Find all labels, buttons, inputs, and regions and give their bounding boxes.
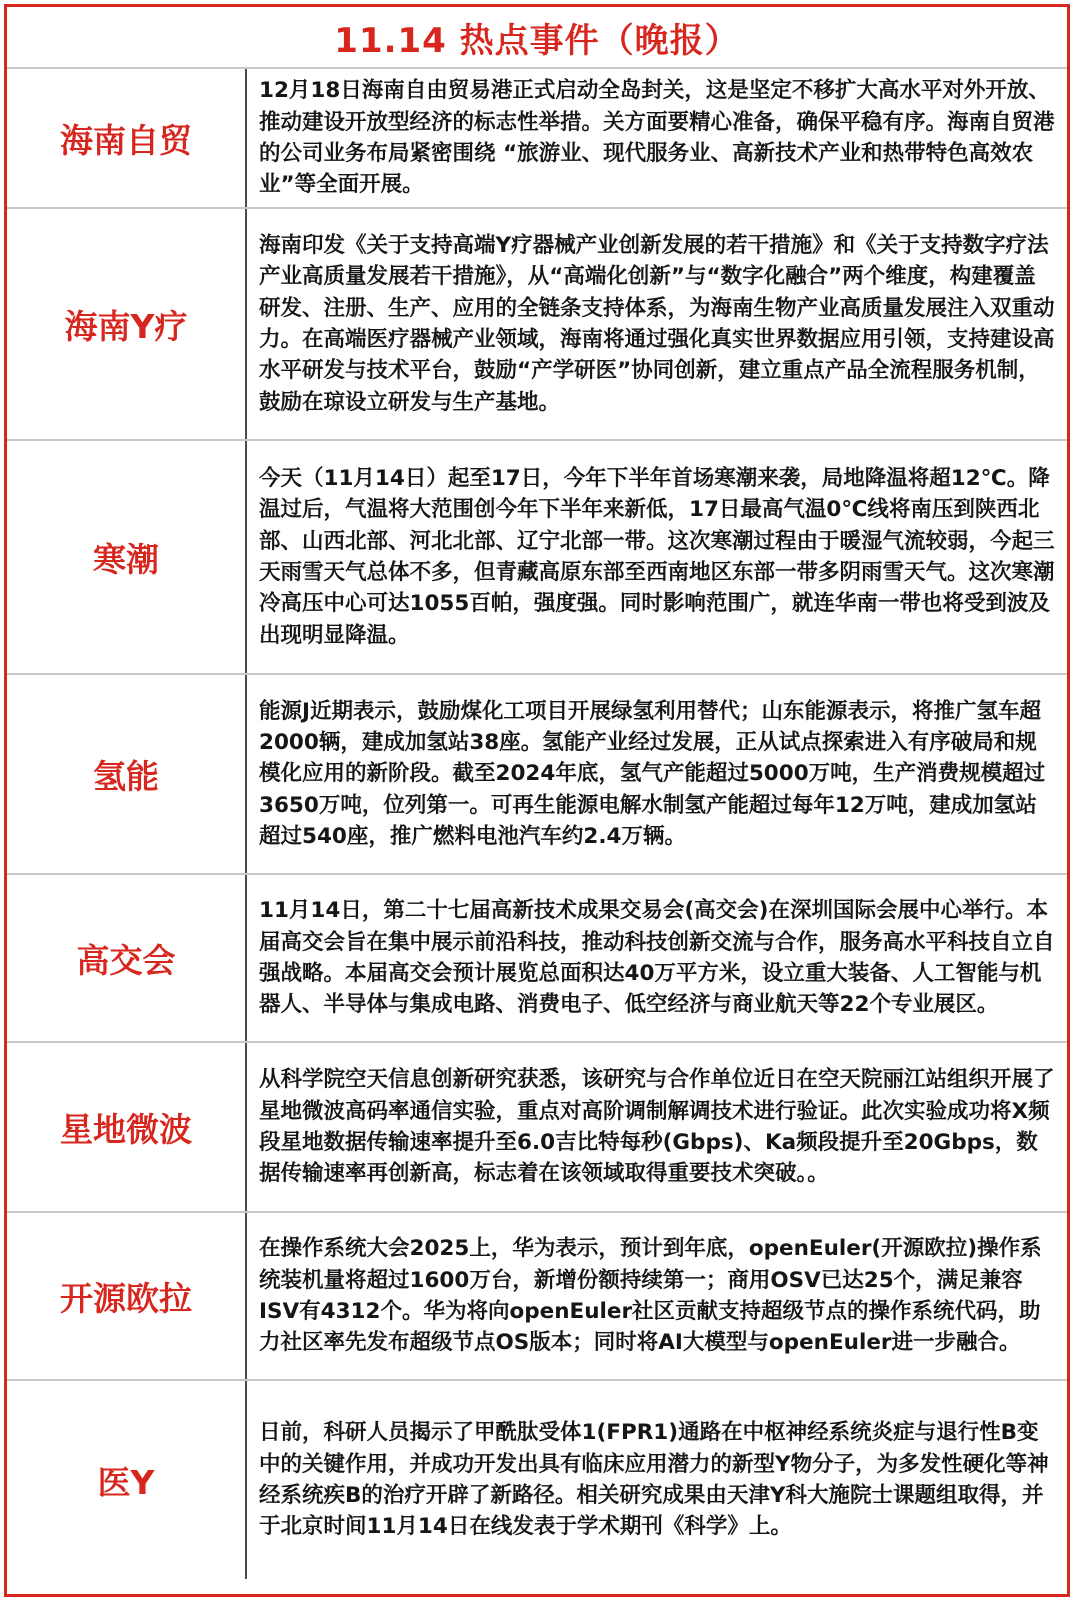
- row-text: 从科学院空天信息创新研究获悉，该研究与合作单位近日在空天院丽江站组织开展了星地微波高码率通信实验，重点对高阶调制解调技术进行验证。此次实验成功将X频段星地数据传输速率提升至6.0吉比特每秒(Gbps)、Ka频段提升至20Gbps，数据传输速率再创新高，标志着在该领域取得重要技术突破。。: [259, 1067, 1055, 1187]
- table-row: [7, 441, 1067, 675]
- row-label: 开源欧拉: [7, 1213, 247, 1379]
- row-label: 寒潮: [7, 441, 247, 673]
- row-content: [247, 1213, 1067, 1379]
- row-content: [247, 69, 1067, 207]
- row-text: 今天（11月14日）起至17日，今年下半年首场寒潮来袭，局地降温将超12℃。降温过后，气温将大范围创今年下半年来新低，17日最高气温0℃线将南压到陕西北部、山西北部、河北北部、辽宁北部一带。这次寒潮过程由于暖湿气流较弱，今起三天雨雪天气总体不多，但青藏高原东部至西南地区东部一带多阴雨雪天气。这次寒潮冷高压中心可达1055百帕，强度强。同时影响范围广，就连华南一带也将受到波及出现明显降温。: [259, 466, 1055, 648]
- row-text: 12月18日海南自由贸易港正式启动全岛封关，这是坚定不移扩大高水平对外开放、推动建设开放型经济的标志性举措。关方面要精心准备，确保平稳有序。海南自贸港的公司业务布局紧密围绕 “旅游业、现代服务业、高新技术产业和热带特色高效农业”等全面开展。: [259, 78, 1055, 198]
- row-text: 海南印发《关于支持高端Y疗器械产业创新发展的若干措施》和《关于支持数字疗法产业高质量发展若干措施》，从“高端化创新”与“数字化融合”两个维度，构建覆盖研发、注册、生产、应用的全链条支持体系，为海南生物产业高质量发展注入双重动力。在高端医疗器械产业领域，海南将通过强化真实世界数据应用引领，支持建设高水平研发与技术平台，鼓励“产学研医”协同创新，建立重点产品全流程服务机制，鼓励在琼设立研发与生产基地。: [259, 233, 1055, 415]
- event-rows: [7, 69, 1067, 1579]
- page-title: 11.14 热点事件（晚报）: [7, 7, 1067, 69]
- row-label: 氢能: [7, 675, 247, 873]
- row-text: 在操作系统大会2025上，华为表示，预计到年底，openEuler(开源欧拉)操作系统装机量将超过1600万台，新增份额持续第一；商用OSV已达25个，满足兼容ISV有4312个。华为将向openEuler社区贡献支持超级节点的操作系统代码，助力社区率先发布超级节点OS版本；同时将AI大模型与openEuler进一步融合。: [259, 1236, 1042, 1356]
- row-label: 高交会: [7, 875, 247, 1041]
- table-row: [7, 69, 1067, 209]
- table-row: [7, 675, 1067, 875]
- table-row: [7, 1213, 1067, 1381]
- row-label: 海南Y疗: [7, 209, 247, 439]
- row-text: 日前，科研人员揭示了甲酰肽受体1(FPR1)通路在中枢神经系统炎症与退行性B变中的关键作用，并成功开发出具有临床应用潜力的新型Y物分子，为多发性硬化等神经系统疾B的治疗开辟了新路径。相关研究成果由天津Y科大施院士课题组取得，并于北京时间11月14日在线发表于学术期刊《科学》上。: [259, 1420, 1049, 1540]
- row-text: 11月14日，第二十七届高新技术成果交易会(高交会)在深圳国际会展中心举行。本届高交会旨在集中展示前沿科技，推动科技创新交流与合作，服务高水平科技自立自强战略。本届高交会预计展览总面积达40万平方米，设立重大装备、人工智能与机器人、半导体与集成电路、消费电子、低空经济与商业航天等22个专业展区。: [259, 898, 1055, 1018]
- table-row: [7, 1043, 1067, 1213]
- row-content: [247, 1381, 1067, 1579]
- table-row: [7, 209, 1067, 441]
- row-text: 能源J近期表示，鼓励煤化工项目开展绿氢利用替代；山东能源表示，将推广氢车超2000辆，建成加氢站38座。氢能产业经过发展，正从试点探索进入有序破局和规模化应用的新阶段。截至2024年底，氢气产能超过5000万吨，生产消费规模超过3650万吨，位列第一。可再生能源电解水制氢产能超过每年12万吨，建成加氢站超过540座，推广燃料电池汽车约2.4万辆。: [259, 698, 1046, 849]
- row-label: 医Y: [7, 1381, 247, 1579]
- row-content: [247, 441, 1067, 673]
- row-content: [247, 675, 1067, 873]
- hotspot-table: [4, 4, 1070, 1597]
- table-row: [7, 875, 1067, 1043]
- row-content: [247, 209, 1067, 439]
- row-content: [247, 1043, 1067, 1211]
- row-label: 海南自贸: [7, 69, 247, 207]
- row-label: 星地微波: [7, 1043, 247, 1211]
- table-row: [7, 1381, 1067, 1579]
- row-content: [247, 875, 1067, 1041]
